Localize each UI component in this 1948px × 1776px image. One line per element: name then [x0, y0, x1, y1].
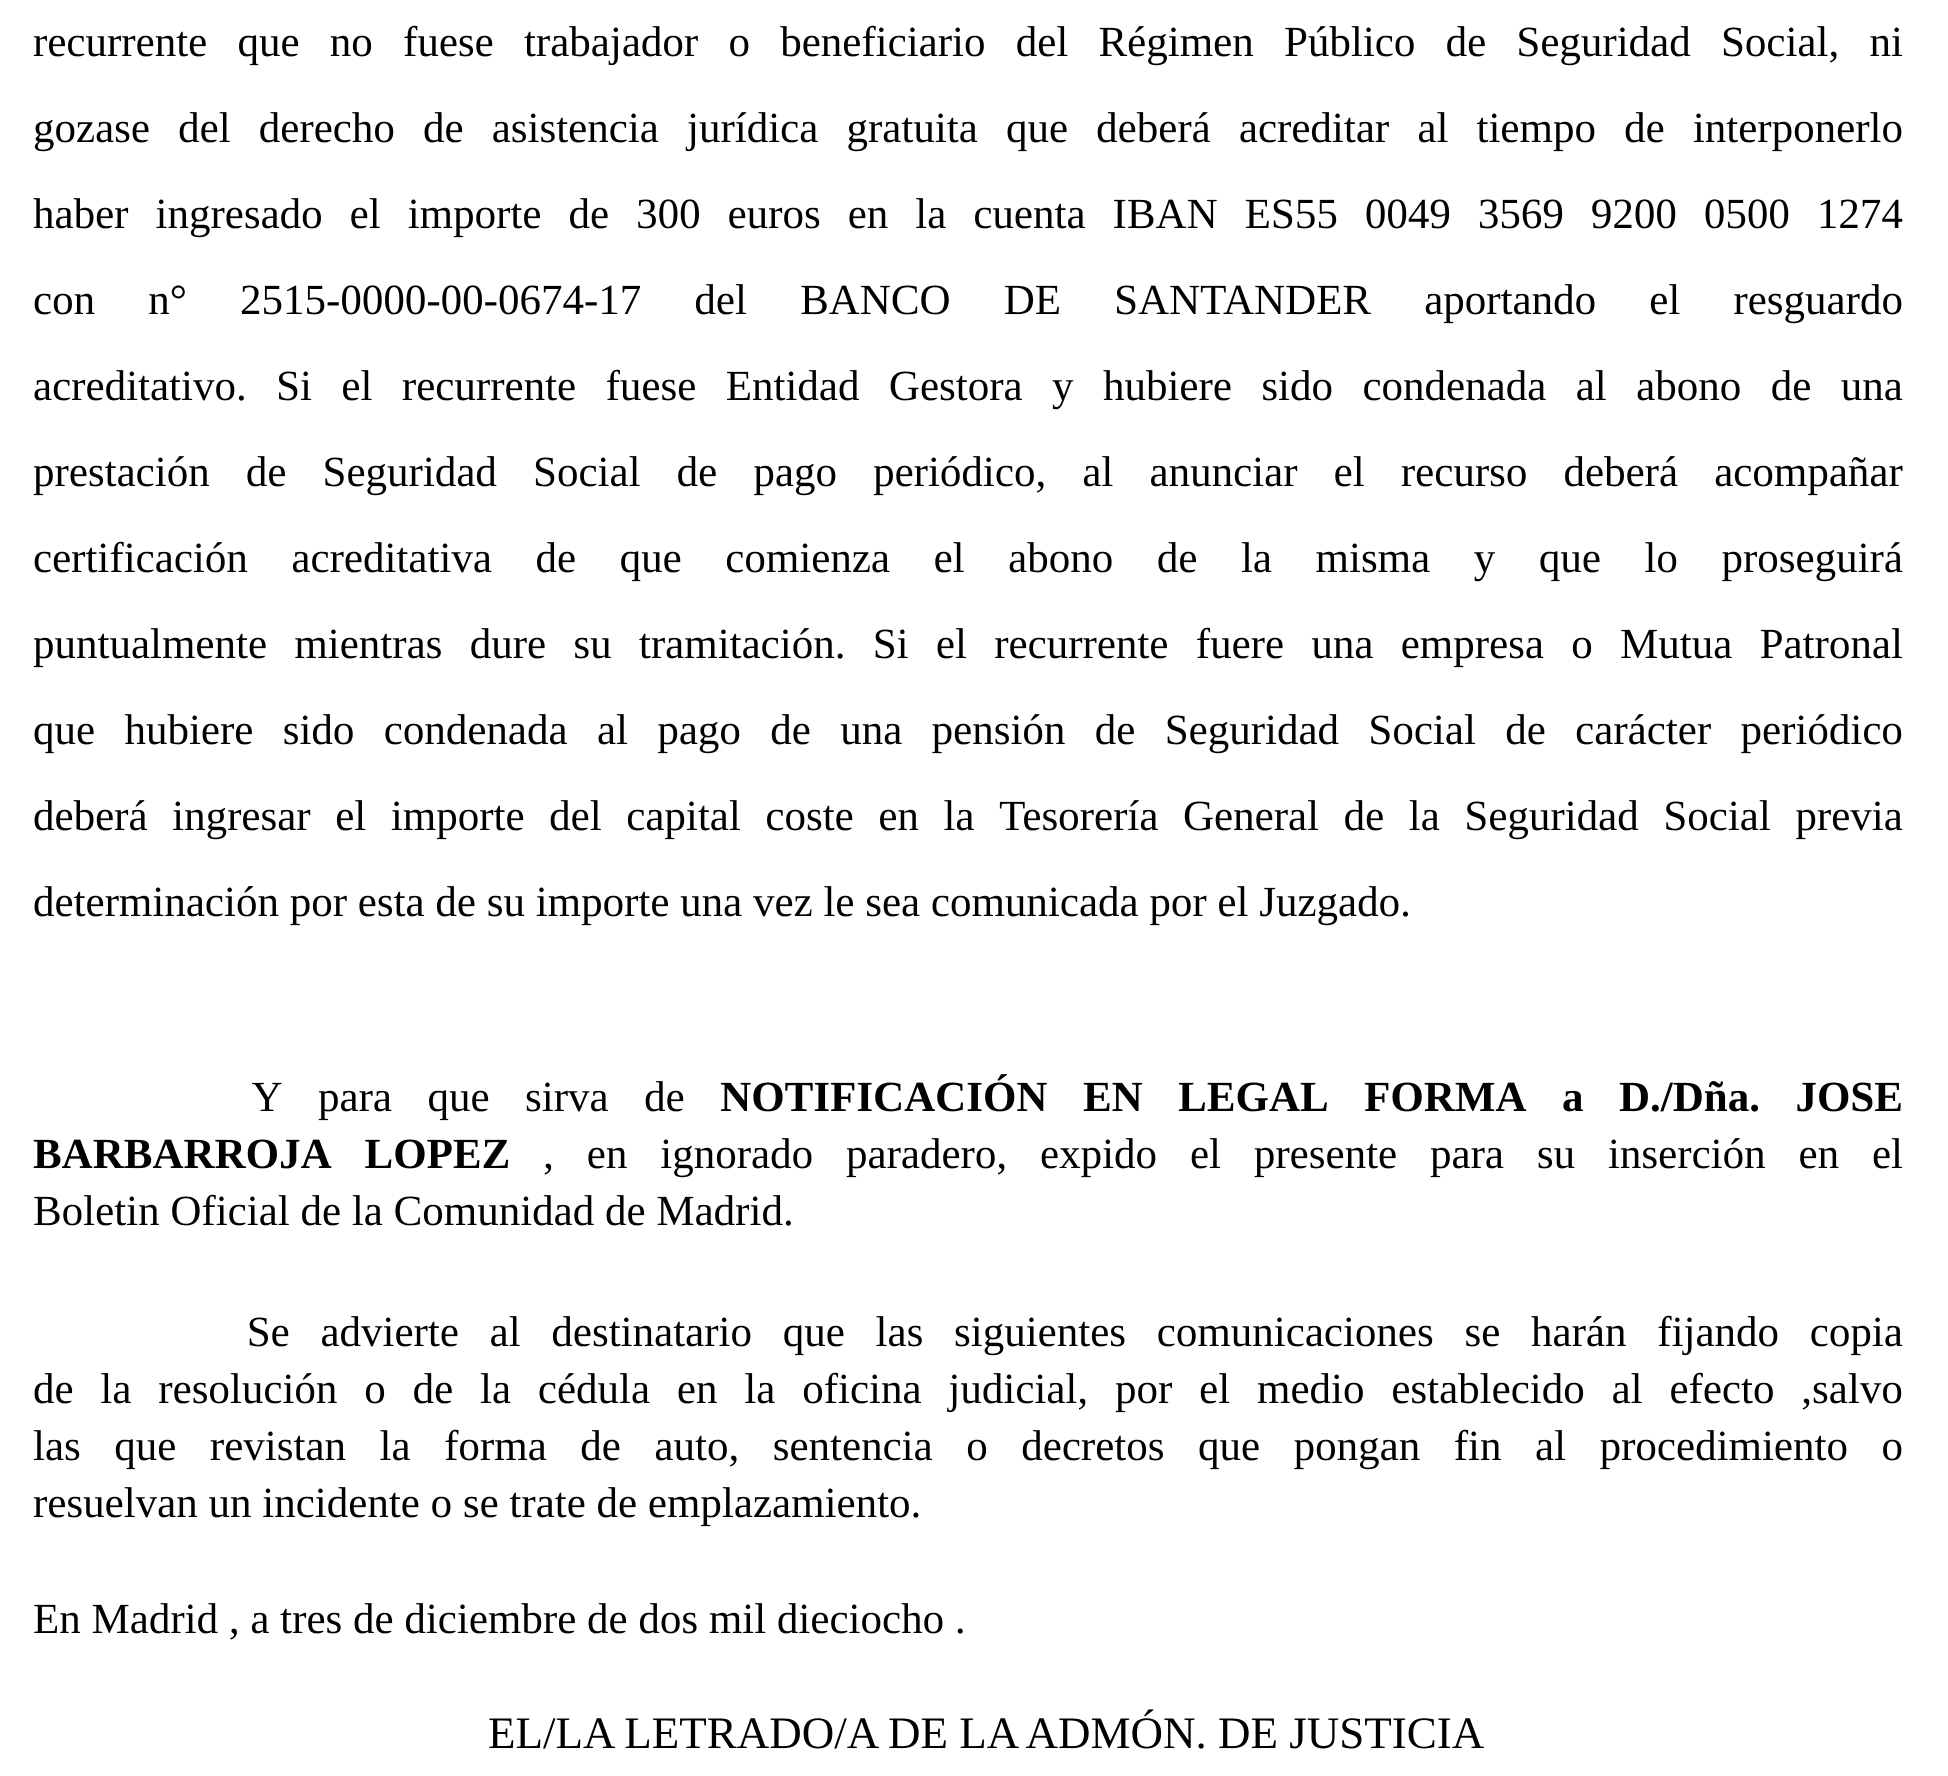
signature-title-line [33, 1703, 1903, 1763]
notification-paragraph [33, 1069, 1903, 1240]
text-line: gozase del derecho de asistencia jurídica gratuita que deberá acreditar al tiempo de interponerlo [33, 105, 1903, 152]
text-line: resuelvan un incidente o se trate de emplazamiento. [33, 1480, 922, 1527]
text-line: BARBARROJA LOPEZ , en ignorado paradero, expido el presente para su inserción en el [33, 1131, 1903, 1178]
text-line: Se advierte al destinatario que las siguientes comunicaciones se harán fijando copia [246, 1309, 1903, 1356]
text-line: certificación acreditativa de que comienza el abono de la misma y que lo proseguirá [33, 535, 1903, 582]
text-line: determinación por esta de su importe una vez le sea comunicada por el Juzgado. [33, 879, 1411, 926]
text-line: prestación de Seguridad Social de pago periódico, al anunciar el recurso deberá acompañar [33, 449, 1903, 496]
text-line: deberá ingresar el importe del capital coste en la Tesorería General de la Seguridad Social previa [33, 793, 1903, 840]
text-line: En Madrid , a tres de diciembre de dos mil dieciocho . [33, 1596, 966, 1643]
text-line: de la resolución o de la cédula en la oficina judicial, por el medio establecido al efecto ,salvo [33, 1366, 1903, 1413]
date-line [33, 1591, 1903, 1648]
text-line: las que revistan la forma de auto, sentencia o decretos que pongan fin al procedimiento o [33, 1423, 1903, 1470]
appeal-deposit-paragraph [33, 0, 1903, 946]
warning-paragraph [33, 1304, 1903, 1532]
text-line: con n° 2515-0000-00-0674-17 del BANCO DE SANTANDER aportando el resguardo [33, 277, 1903, 324]
text-line: que hubiere sido condenada al pago de una pensión de Seguridad Social de carácter periódico [33, 707, 1903, 754]
text-line: EL/LA LETRADO/A DE LA ADMÓN. DE JUSTICIA [488, 1708, 1485, 1758]
text-line: recurrente que no fuese trabajador o beneficiario del Régimen Público de Seguridad Social, ni [33, 19, 1903, 66]
text-line: puntualmente mientras dure su tramitación. Si el recurrente fuere una empresa o Mutua Patronal [33, 621, 1903, 668]
text-line: Boletin Oficial de la Comunidad de Madrid. [33, 1188, 794, 1235]
text-line: haber ingresado el importe de 300 euros en la cuenta IBAN ES55 0049 3569 9200 0500 1274 [33, 191, 1903, 238]
text-line: acreditativo. Si el recurrente fuese Entidad Gestora y hubiere sido condenada al abono de una [33, 363, 1903, 410]
text-line: Y para que sirva de NOTIFICACIÓN EN LEGAL FORMA a D./Dña. JOSE [251, 1074, 1903, 1121]
